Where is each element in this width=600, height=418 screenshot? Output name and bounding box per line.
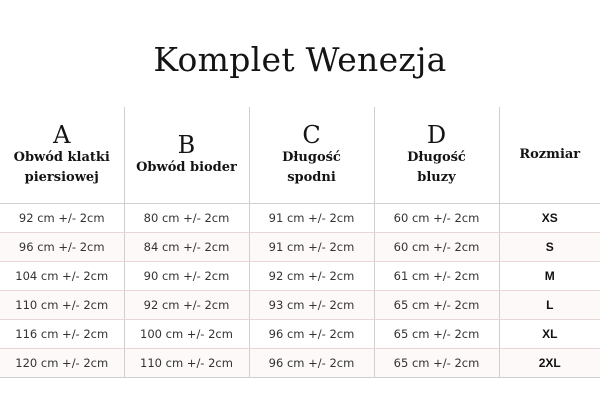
size-table (0, 107, 600, 378)
measurement-cell: 93 cm +/- 2cm (249, 291, 374, 320)
size-cell: L (499, 291, 600, 320)
table-row (0, 291, 600, 320)
measurement-cell: 65 cm +/- 2cm (374, 291, 499, 320)
header-top-length (374, 107, 499, 204)
table-header-row (0, 107, 600, 204)
table-row (0, 233, 600, 262)
measurement-cell: 120 cm +/- 2cm (0, 349, 124, 378)
measurement-cell: 65 cm +/- 2cm (374, 320, 499, 349)
header-letter: C (302, 121, 321, 149)
size-cell: 2XL (499, 349, 600, 378)
measurement-cell: 92 cm +/- 2cm (124, 291, 249, 320)
size-cell: S (499, 233, 600, 262)
measurement-cell: 90 cm +/- 2cm (124, 262, 249, 291)
measurement-cell: 116 cm +/- 2cm (0, 320, 124, 349)
header-label: Długość bluzy (407, 150, 466, 185)
measurement-cell: 91 cm +/- 2cm (249, 204, 374, 233)
measurement-cell: 61 cm +/- 2cm (374, 262, 499, 291)
measurement-cell: 110 cm +/- 2cm (0, 291, 124, 320)
measurement-cell: 80 cm +/- 2cm (124, 204, 249, 233)
measurement-cell: 60 cm +/- 2cm (374, 204, 499, 233)
measurement-cell: 96 cm +/- 2cm (249, 349, 374, 378)
header-hips (124, 107, 249, 204)
header-letter: B (177, 131, 196, 159)
size-cell: M (499, 262, 600, 291)
measurement-cell: 96 cm +/- 2cm (249, 320, 374, 349)
measurement-cell: 65 cm +/- 2cm (374, 349, 499, 378)
page-title: Komplet Wenezja (153, 40, 447, 79)
table-row (0, 262, 600, 291)
header-size (499, 107, 600, 204)
measurement-cell: 84 cm +/- 2cm (124, 233, 249, 262)
measurement-cell: 92 cm +/- 2cm (249, 262, 374, 291)
table-row (0, 204, 600, 233)
measurement-cell: 91 cm +/- 2cm (249, 233, 374, 262)
header-label: Obwód bioder (136, 160, 237, 175)
table-row (0, 320, 600, 349)
size-cell: XL (499, 320, 600, 349)
header-pants-length (249, 107, 374, 204)
measurement-cell: 110 cm +/- 2cm (124, 349, 249, 378)
header-label: Rozmiar (519, 147, 581, 162)
table-row (0, 349, 600, 378)
measurement-cell: 104 cm +/- 2cm (0, 262, 124, 291)
measurement-cell: 100 cm +/- 2cm (124, 320, 249, 349)
header-letter: D (426, 121, 447, 149)
header-label: Długość spodni (282, 150, 341, 185)
measurement-cell: 92 cm +/- 2cm (0, 204, 124, 233)
header-label: Obwód klatki piersiowej (13, 150, 110, 185)
header-chest (0, 107, 124, 204)
measurement-cell: 96 cm +/- 2cm (0, 233, 124, 262)
header-letter: A (53, 121, 71, 149)
size-cell: XS (499, 204, 600, 233)
measurement-cell: 60 cm +/- 2cm (374, 233, 499, 262)
